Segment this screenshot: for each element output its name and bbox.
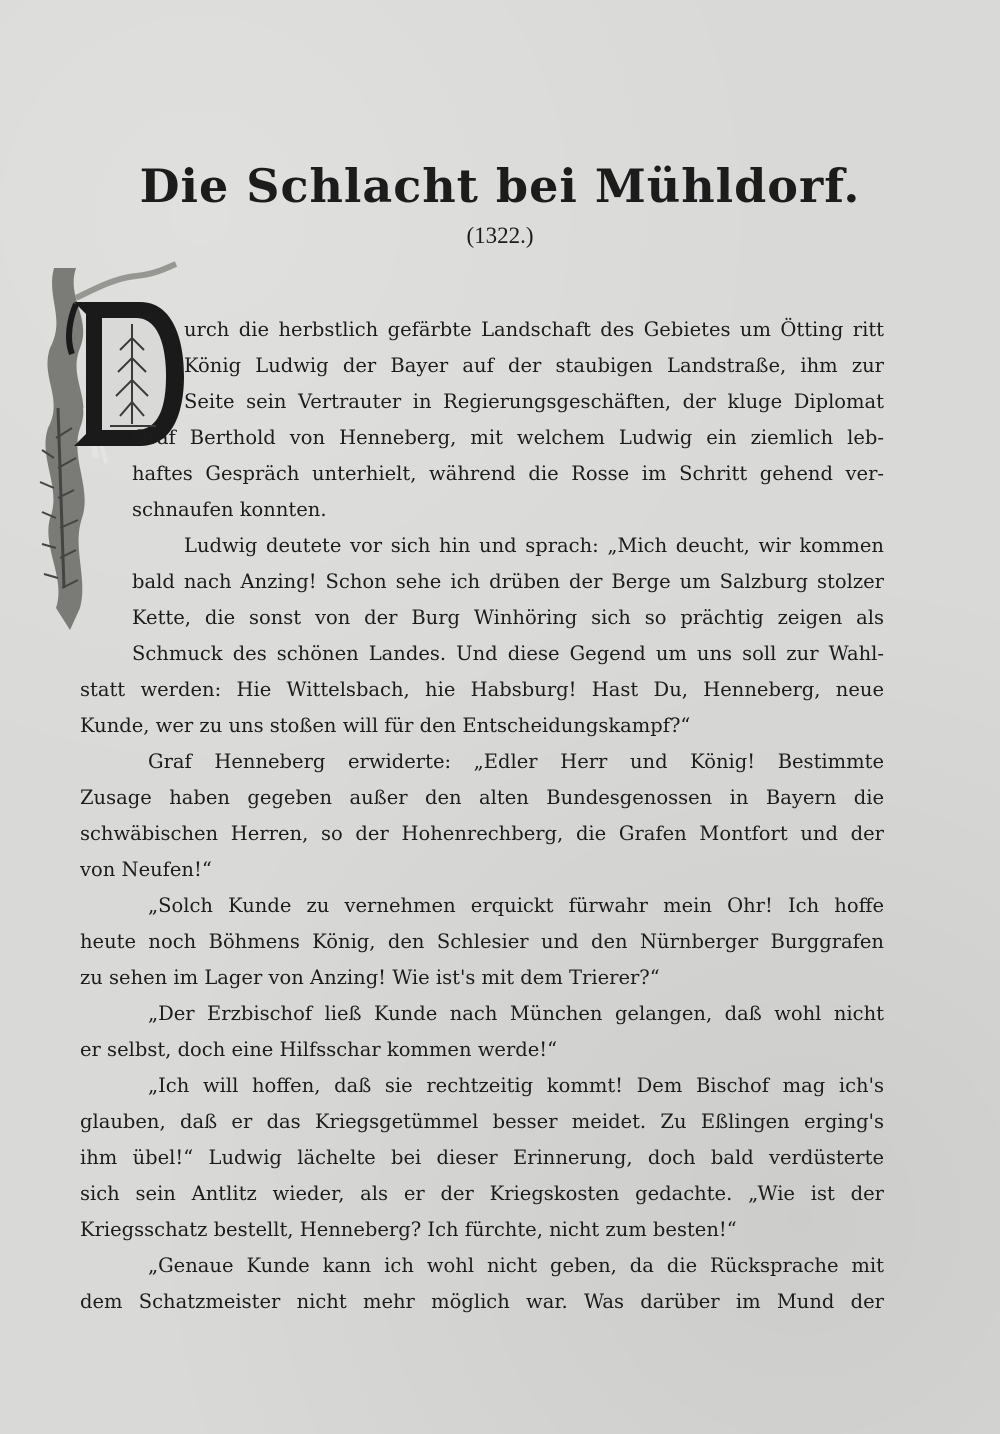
text-line: bald nach Anzing! Schon sehe ich drüben der Berge um Salzburg stolzer xyxy=(132,570,884,593)
chapter-year: (1322.) xyxy=(466,223,534,248)
text-line: „Der Erzbischof ließ Kunde nach München gelangen, daß wohl nicht xyxy=(148,1002,884,1025)
text-line: Kriegsschatz bestellt, Henneberg? Ich fürchte, nicht zum besten!“ xyxy=(80,1218,737,1241)
text-line: haftes Gespräch unterhielt, während die Rosse im Schritt gehend ver- xyxy=(132,462,884,485)
text-line: Zusage haben gegeben außer den alten Bundesgenossen in Bayern die xyxy=(80,786,884,809)
text-line: Kette, die sonst von der Burg Winhöring sich so prächtig zeigen als xyxy=(132,606,884,629)
text-line: König Ludwig der Bayer auf der staubigen Landstraße, ihm zur xyxy=(184,354,884,377)
text-line: sich sein Antlitz wieder, als er der Kriegskosten gedachte. „Wie ist der xyxy=(80,1182,884,1205)
text-line: Ludwig deutete vor sich hin und sprach: „Mich deucht, wir kommen xyxy=(184,534,884,557)
text-line: „Genaue Kunde kann ich wohl nicht geben, da die Rücksprache mit xyxy=(148,1254,884,1277)
text-line: Graf Berthold von Henneberg, mit welchem Ludwig ein ziemlich leb- xyxy=(132,426,884,449)
text-line: glauben, daß er das Kriegsgetümmel besser meidet. Zu Eßlingen erging's xyxy=(80,1110,884,1133)
text-line: Kunde, wer zu uns stoßen will für den Entscheidungskampf?“ xyxy=(80,714,691,737)
text-line: zu sehen im Lager von Anzing! Wie ist's mit dem Trierer?“ xyxy=(80,966,660,989)
chapter-title: Die Schlacht bei Mühldorf. xyxy=(139,159,861,213)
text-line: ihm übel!“ Ludwig lächelte bei dieser Erinnerung, doch bald verdüsterte xyxy=(80,1146,884,1169)
text-line: urch die herbstlich gefärbte Landschaft des Gebietes um Ötting ritt xyxy=(184,318,884,341)
text-line: Graf Henneberg erwiderte: „Edler Herr und König! Bestimmte xyxy=(148,750,884,773)
text-line: „Ich will hoffen, daß sie rechtzeitig kommt! Dem Bischof mag ich's xyxy=(148,1074,884,1097)
text-line: dem Schatzmeister nicht mehr möglich war. Was darüber im Mund der xyxy=(80,1290,884,1313)
text-line: er selbst, doch eine Hilfsschar kommen werde!“ xyxy=(80,1038,558,1061)
text-line: von Neufen!“ xyxy=(80,858,212,881)
text-line: schnaufen konnten. xyxy=(132,498,327,521)
text-line: schwäbischen Herren, so der Hohenrechberg, die Grafen Montfort und der xyxy=(80,822,884,845)
text-line: statt werden: Hie Wittelsbach, hie Habsburg! Hast Du, Henneberg, neue xyxy=(80,678,884,701)
text-line: Seite sein Vertrauter in Regierungsgeschäften, der kluge Diplomat xyxy=(184,390,884,413)
body-text xyxy=(80,312,884,1320)
text-line: Schmuck des schönen Landes. Und diese Gegend um uns soll zur Wahl- xyxy=(132,642,884,665)
text-line: heute noch Böhmens König, den Schlesier und den Nürnberger Burggrafen xyxy=(80,930,884,953)
text-line: „Solch Kunde zu vernehmen erquickt fürwahr mein Ohr! Ich hoffe xyxy=(148,894,884,917)
